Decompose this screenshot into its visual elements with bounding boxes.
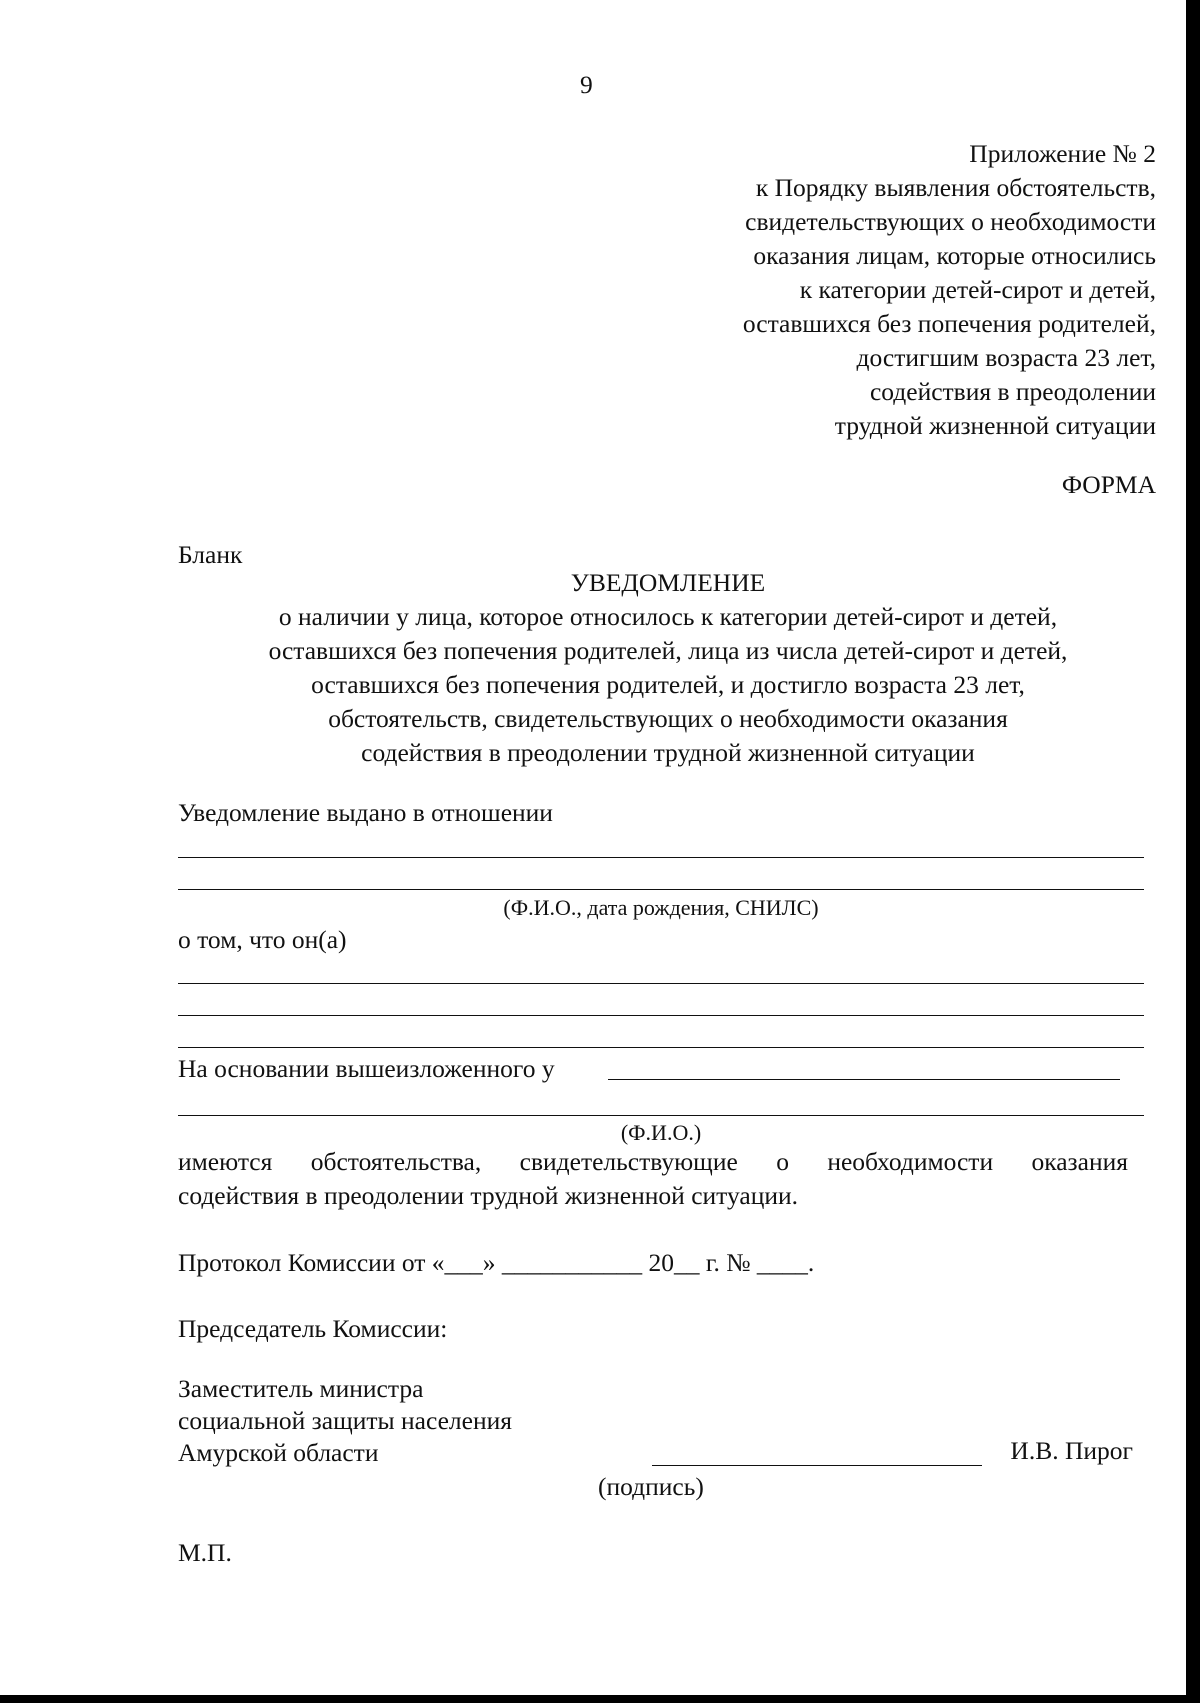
signatory-line: Заместитель министра	[178, 1374, 424, 1403]
word: обстоятельства,	[310, 1147, 482, 1176]
scan-edge-bottom	[0, 1695, 1200, 1703]
signature-line[interactable]	[652, 1465, 982, 1466]
subtitle-line: оставшихся без попечения родителей, лица из числа детей-сирот и детей,	[268, 636, 1068, 665]
fill-in-line[interactable]	[178, 857, 1144, 858]
appendix-line: Приложение № 2	[969, 139, 1156, 168]
fill-in-line[interactable]	[178, 983, 1144, 984]
appendix-line: к Порядку выявления обстоятельств,	[755, 173, 1156, 202]
word: оказания	[1031, 1147, 1128, 1176]
issued-to-label: Уведомление выдано в отношении	[178, 798, 553, 827]
chairman-label: Председатель Комиссии:	[178, 1314, 448, 1343]
page-number: 9	[580, 70, 593, 99]
appendix-line: достигшим возраста 23 лет,	[856, 343, 1156, 372]
word: о	[776, 1147, 789, 1176]
subtitle-line: оставшихся без попечения родителей, и достигло возраста 23 лет,	[311, 670, 1025, 699]
fio-caption: (Ф.И.О.)	[620, 1120, 702, 1145]
appendix-line: содействия в преодолении	[869, 377, 1156, 406]
subtitle-line: содействия в преодолении трудной жизненной ситуации	[361, 738, 975, 767]
appendix-line: оказания лицам, которые относились	[753, 241, 1156, 270]
signature-caption: (подпись)	[598, 1472, 704, 1501]
word: имеются	[178, 1147, 273, 1176]
based-on-label: На основании вышеизложенного у	[178, 1054, 555, 1083]
signature-name: И.В. Пирог	[1010, 1436, 1133, 1465]
blank-label: Бланк	[178, 540, 243, 569]
stamp-label: М.П.	[178, 1538, 232, 1567]
appendix-line: оставшихся без попечения родителей,	[742, 309, 1156, 338]
subtitle-line: о наличии у лица, которое относилось к категории детей-сирот и детей,	[278, 602, 1058, 631]
fio-dob-snils-caption: (Ф.И.О., дата рождения, СНИЛС)	[503, 895, 819, 920]
word: необходимости	[827, 1147, 994, 1176]
signatory-line: социальной защиты населения	[178, 1406, 512, 1435]
fill-in-line[interactable]	[178, 889, 1144, 890]
fill-in-line[interactable]	[608, 1079, 1120, 1080]
that-he-label: о том, что он(а)	[178, 925, 347, 954]
word: свидетельствующие	[519, 1147, 738, 1176]
fill-in-line[interactable]	[178, 1115, 1144, 1116]
document-title: УВЕДОМЛЕНИЕ	[570, 568, 766, 597]
signatory-line: Амурской области	[178, 1438, 379, 1467]
subtitle-line: обстоятельств, свидетельствующих о необходимости оказания	[328, 704, 1008, 733]
form-label: ФОРМА	[1061, 470, 1156, 499]
appendix-line: к категории детей-сирот и детей,	[799, 275, 1156, 304]
circumstances-line-2: содействия в преодолении трудной жизненной ситуации.	[178, 1181, 799, 1210]
circumstances-line	[178, 1147, 1128, 1177]
scan-edge-right	[1186, 0, 1200, 1703]
appendix-line: свидетельствующих о необходимости	[745, 207, 1156, 236]
appendix-line: трудной жизненной ситуации	[834, 411, 1156, 440]
fill-in-line[interactable]	[178, 1015, 1144, 1016]
protocol-line: Протокол Комиссии от «___» ___________ 20__ г. № ____.	[178, 1248, 815, 1277]
fill-in-line[interactable]	[178, 1047, 1144, 1048]
